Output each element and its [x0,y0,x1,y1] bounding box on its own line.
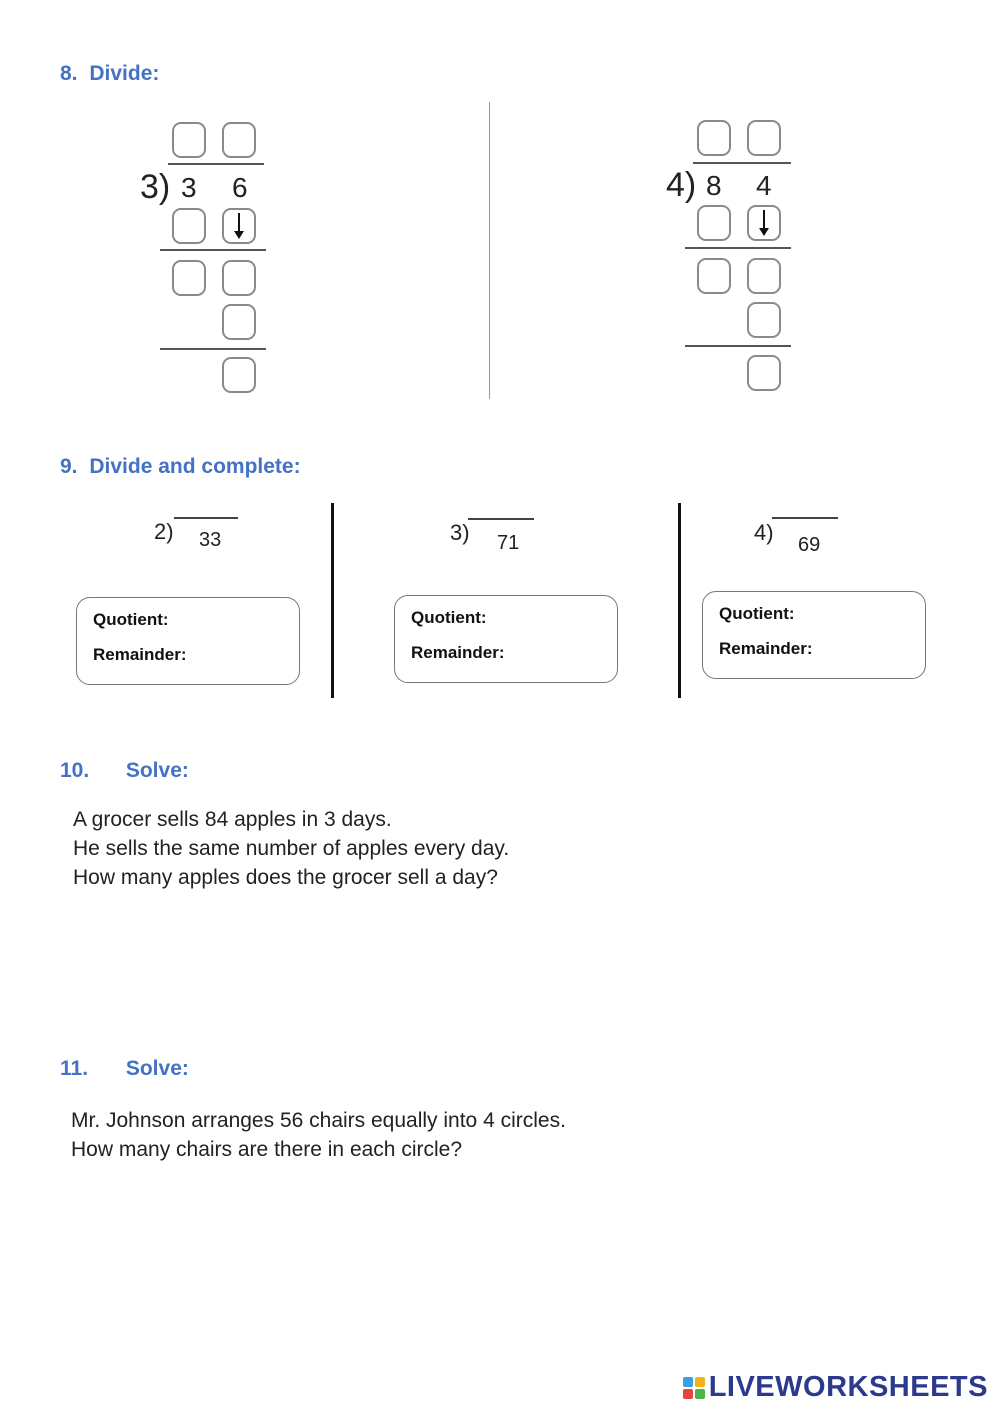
subtraction-line [160,348,266,350]
difference-tens-box[interactable] [172,260,206,296]
bring-down-box[interactable] [222,208,256,244]
dividend: 69 [798,534,821,556]
subtraction-line [685,345,791,347]
divisor-label: 4) [754,520,774,545]
division-bar [693,162,791,164]
brand-name: LIVEWORKSHEETS [708,1371,988,1403]
dividend-tens-digit: 8 [706,170,722,201]
q9-number: 9. [60,455,78,478]
subtraction-line [160,249,266,251]
quotient-ones-box[interactable] [747,120,781,156]
remainder-label: Remainder: [93,645,187,664]
division-bar [772,517,838,519]
q8-number: 8. [60,62,78,85]
dividend-ones-digit: 4 [756,170,772,201]
dividend-tens-digit: 3 [181,172,197,203]
quotient-label: Quotient: [93,610,169,629]
q11-word-problem [71,1106,566,1164]
divisor-label: 4) [666,166,697,204]
q9-heading [60,455,301,479]
difference-tens-box[interactable] [697,258,731,294]
q10-heading [60,759,189,783]
q11-title: Solve: [125,1057,189,1080]
quotient-ones-box[interactable] [222,122,256,158]
dividend: 33 [199,529,222,551]
q9-title: Divide and complete: [89,455,301,478]
divisor-label: 2) [154,519,174,544]
remainder-box[interactable] [222,357,256,393]
column-divider [489,102,490,399]
remainder-label: Remainder: [411,643,505,662]
dividend-ones-digit: 6 [232,172,248,203]
division-bar [168,163,264,165]
subtraction-line [685,247,791,249]
q8-heading [60,62,159,86]
divisor-label: 3) [450,520,470,545]
second-product-box[interactable] [747,302,781,338]
arrow-down-icon [757,208,771,238]
problem-line: How many apples does the grocer sell a day? [73,866,498,889]
q10-number: 10. [60,759,90,782]
liveworksheets-logo-icon [683,1377,705,1399]
quotient-label: Quotient: [719,604,795,623]
q10-word-problem [73,805,509,892]
problem-line: How many chairs are there in each circle? [71,1138,463,1161]
arrow-down-icon [232,211,246,241]
bring-down-box[interactable] [747,205,781,241]
liveworksheets-logo[interactable] [683,1371,988,1404]
q10-title: Solve: [125,759,189,782]
dividend: 71 [497,532,520,554]
difference-ones-box[interactable] [747,258,781,294]
division-bar [174,517,238,519]
remainder-box[interactable] [747,355,781,391]
quotient-tens-box[interactable] [697,120,731,156]
difference-ones-box[interactable] [222,260,256,296]
answer-box [702,591,926,679]
problem-line: A grocer sells 84 apples in 3 days. [73,808,392,831]
q8-title: Divide: [89,62,160,85]
q11-number: 11. [60,1057,89,1080]
q11-heading [60,1057,189,1081]
column-divider [678,503,681,698]
product-box[interactable] [172,208,206,244]
divisor-label: 3) [140,168,171,206]
division-bar [468,518,534,520]
quotient-label: Quotient: [411,608,487,627]
problem-line: He sells the same number of apples every day. [73,837,510,860]
remainder-label: Remainder: [719,639,813,658]
answer-box [394,595,618,683]
product-box[interactable] [697,205,731,241]
column-divider [331,503,334,698]
problem-line: Mr. Johnson arranges 56 chairs equally into 4 circles. [71,1109,566,1132]
second-product-box[interactable] [222,304,256,340]
answer-box [76,597,300,685]
quotient-tens-box[interactable] [172,122,206,158]
